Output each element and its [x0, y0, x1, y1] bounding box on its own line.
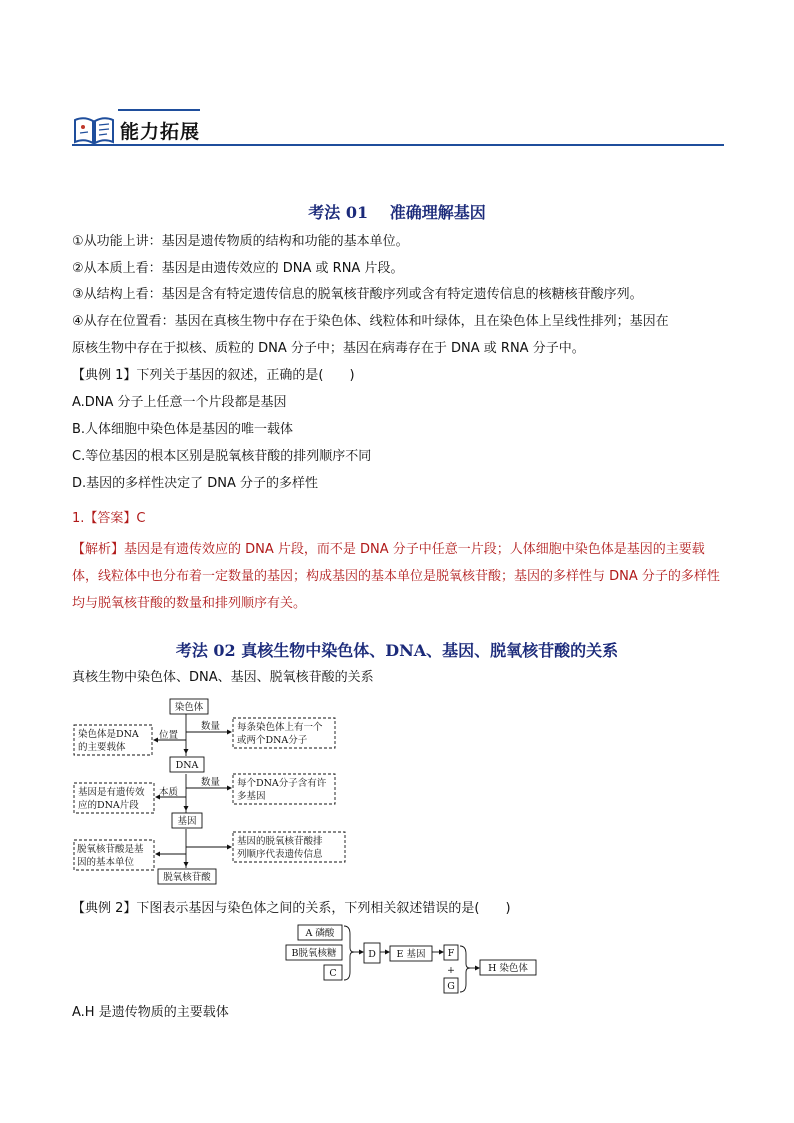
example1-option-c: C.等位基因的根本区别是脱氧核苷酸的排列顺序不同	[72, 449, 372, 464]
right-note-3-line1: 基因的脱氧核苷酸排	[237, 836, 323, 847]
example1-answer	[72, 510, 145, 528]
right-note-1-line1: 每条染色体上有一个	[237, 722, 323, 733]
banner-top-line	[118, 109, 200, 111]
example1-option-a: A.DNA 分子上任意一个片段都是基因	[72, 395, 287, 410]
left-label-essence: 本质	[159, 787, 179, 798]
left-note-1-line2: 的主要载体	[78, 742, 126, 753]
answer-value: C	[136, 511, 146, 526]
right-note-2-line2: 多基因	[237, 791, 266, 802]
left-note-3-line1: 脱氧核苷酸是基	[77, 844, 144, 855]
left-note-2-line1: 基因是有遗传效	[78, 787, 145, 798]
banner-rule	[72, 144, 724, 146]
example2-question: 【典例 2】下图表示基因与染色体之间的关系，下列相关叙述错误的是( )	[72, 901, 511, 916]
point-2: ②从本质上看：基因是由遗传效应的 DNA 或 RNA 片段。	[72, 261, 404, 276]
label-b: B脱氧核糖	[291, 948, 337, 959]
label-c: C	[329, 968, 337, 979]
left-label-position: 位置	[159, 730, 179, 741]
node-gene: 基因	[177, 816, 197, 827]
left-note-1-line1: 染色体是DNA	[78, 729, 139, 740]
section-banner	[72, 106, 724, 148]
example1-option-b: B.人体细胞中染色体是基因的唯一载体	[72, 422, 294, 437]
book-icon	[72, 112, 116, 146]
label-g: G	[447, 981, 455, 992]
node-chromosome: 染色体	[174, 702, 204, 713]
right-note-3-line2: 列顺序代表遗传信息	[237, 849, 323, 860]
gene-chromosome-diagram	[284, 922, 540, 998]
right-note-1-line2: 或两个DNA分子	[237, 735, 308, 746]
example1-question: 【典例 1】下列关于基因的叙述，正确的是( )	[72, 368, 355, 383]
label-e: E 基因	[396, 949, 426, 960]
analysis-text: 基因是有遗传效应的 DNA 片段，而不是 DNA 分子中任意一片段；人体细胞中染色体是基因的主要载体，线粒体中也分布着一定数量的基因；构成基因的基本单位是脱氧核苷酸；基因的多样性与 DNA 分子的多样性均与脱氧核苷酸的数量和排列顺序有关。	[72, 542, 720, 611]
point-4-line2: 原核生物中存在于拟核、质粒的 DNA 分子中；基因在病毒存在于 DNA 或 RNA 分子中。	[72, 341, 585, 356]
point-1: ①从功能上讲：基因是遗传物质的结构和功能的基本单位。	[72, 234, 409, 249]
answer-prefix: 1.【答案】	[72, 511, 137, 526]
right-note-2-line1: 每个DNA分子含有许	[237, 778, 327, 789]
example1-option-d: D.基因的多样性决定了 DNA 分子的多样性	[72, 476, 319, 491]
right-label-count-2: 数量	[201, 777, 221, 788]
left-note-3-line2: 因的基本单位	[77, 857, 135, 868]
point-3: ③从结构上看：基因是含有特定遗传信息的脱氧核苷酸序列或含有特定遗传信息的核糖核苷酸序列。	[72, 287, 643, 302]
section2-heading: 考法 02 真核生物中染色体、DNA、基因、脱氧核苷酸的关系	[175, 641, 619, 660]
label-h: H 染色体	[488, 963, 528, 974]
node-dna: DNA	[175, 760, 199, 771]
example1-analysis	[72, 536, 724, 617]
relationship-diagram	[72, 696, 352, 888]
analysis-label: 【解析】	[72, 542, 125, 557]
label-d: D	[368, 949, 376, 960]
banner-title: 能力拓展	[120, 121, 201, 143]
node-nucleotide: 脱氧核苷酸	[163, 872, 211, 883]
plus-sign: +	[447, 965, 455, 976]
right-label-count-1: 数量	[201, 721, 221, 732]
section1-heading: 考法 01 准确理解基因	[308, 203, 486, 222]
label-a: A 磷酸	[305, 928, 335, 939]
label-f: F	[447, 948, 455, 959]
example2-option-a: A.H 是遗传物质的主要载体	[72, 1005, 229, 1020]
left-note-2-line2: 应的DNA片段	[78, 800, 139, 811]
point-4-line1: ④从存在位置看：基因在真核生物中存在于染色体、线粒体和叶绿体，且在染色体上呈线性排列；基因在	[72, 314, 669, 329]
section2-intro: 真核生物中染色体、DNA、基因、脱氧核苷酸的关系	[72, 670, 374, 685]
